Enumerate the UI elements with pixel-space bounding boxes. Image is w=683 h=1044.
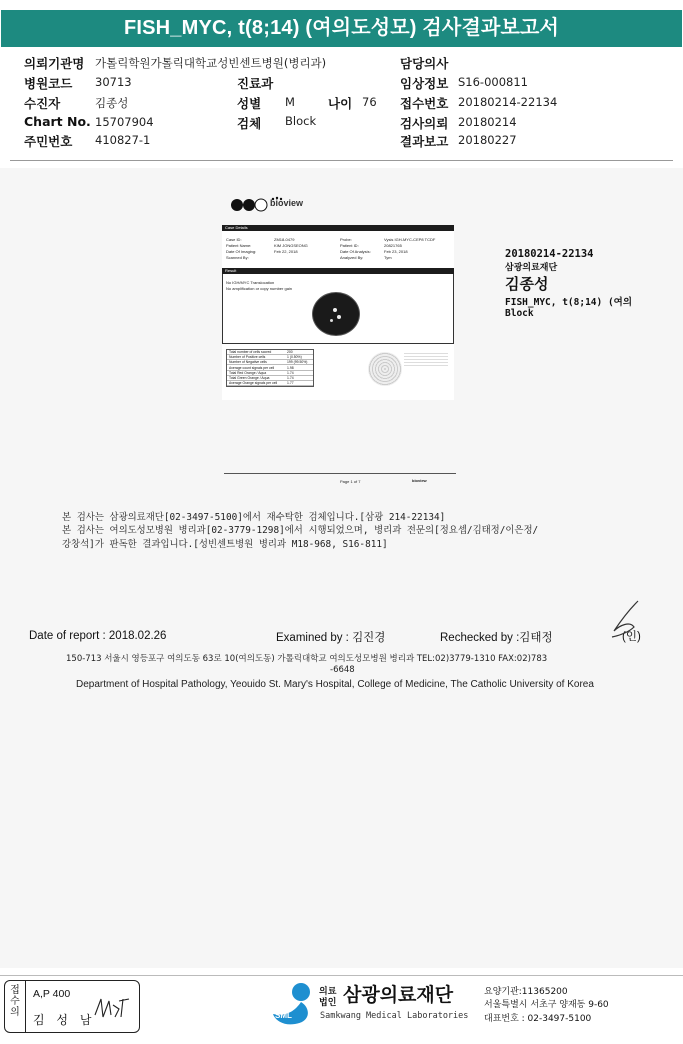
- date-imaging-label: Date Of Imaging:: [226, 249, 257, 254]
- chart-value: 15707904: [95, 115, 154, 129]
- probe-label: Probe:: [340, 237, 352, 242]
- examined-by: Examined by : 김진경: [276, 632, 386, 644]
- patient-name-value: KIM JONGSEONG: [274, 243, 308, 248]
- stamp-name: 김종성: [505, 275, 549, 293]
- hospital-address: 150-713 서울시 영등포구 여의도동 63로 10(여의도동) 가톨릭대학교 여의도성모병원 병리과 TEL:02)3779-1310 FAX:02)783: [66, 654, 548, 664]
- institution-label: 의뢰기관명: [24, 56, 85, 71]
- org-code: 요양기관:11365200: [484, 987, 568, 997]
- stats-value: 1.98: [287, 365, 294, 370]
- hospital-code-value: 30713: [95, 75, 132, 89]
- stats-key: Average count signals per cell: [229, 365, 275, 370]
- inner-footer-line: [224, 473, 456, 474]
- stats-value: 199 (99.50%): [287, 360, 308, 365]
- date-analysis-value: Feb 23, 2018: [384, 249, 408, 254]
- sml-logo-icon: [271, 980, 317, 1032]
- receipt-value: 20180214-22134: [458, 95, 558, 109]
- bioview-logo: [228, 193, 304, 217]
- page-footer: Page 1 of 7: [340, 479, 361, 484]
- report-title: FISH_MYC, t(8;14) (여의도성모) 검사결과보고서: [1, 10, 682, 47]
- doctor-label: 담당의사: [400, 56, 449, 71]
- specimen-stamp: [505, 248, 650, 319]
- confirm-side-label: [5, 981, 26, 1032]
- notice-line-2: 본 검사는 여의도성모병원 병리과[02-3779-1298]에서 시행되었으며, 병리과 전문의[정요셉/김태정/이은정/: [62, 525, 539, 536]
- probe-value: Vysis IGH-MYC-CEP8 TCDF: [384, 237, 436, 242]
- footer-divider: [0, 975, 683, 976]
- org-address: 서울특별시 서초구 양재동 9-60: [484, 1000, 609, 1010]
- receipt-label: 접수번호: [400, 96, 449, 111]
- date-of-report: Date of report : 2018.02.26: [29, 630, 167, 642]
- pathologist-signature-icon: [600, 597, 645, 642]
- notice-line-1: 본 검사는 삼광의료재단[02-3497-5100]에서 재수탁한 검체입니다.[삼광 214-22134]: [62, 512, 446, 523]
- request-value: 20180214: [458, 115, 517, 129]
- patient-label: 수진자: [24, 96, 61, 111]
- patient-name-label: Patient Name:: [226, 243, 252, 248]
- stats-value: 1.77: [287, 381, 294, 386]
- receiver-signature-icon: [93, 995, 133, 1021]
- result-line-1: No IGH/MYC Translocation: [226, 280, 275, 285]
- header-divider: [10, 160, 673, 161]
- rechecked-by: Rechecked by :김태정: [440, 632, 553, 644]
- org-small-2: 법인: [319, 998, 337, 1008]
- dept-label: 진료과: [237, 76, 274, 91]
- sml-logo-badge: SML: [275, 1011, 292, 1020]
- report-date-value: 20180227: [458, 133, 517, 147]
- bioview-logo-text: bioview: [270, 198, 304, 208]
- stats-key: Total Red Orange / Aqua: [229, 370, 267, 375]
- stamp-receipt: 20180214-22134: [505, 248, 594, 260]
- patient-id-value: 20821765: [384, 243, 402, 248]
- resident-label: 주민번호: [24, 134, 73, 149]
- stats-value: 1.74: [287, 370, 294, 375]
- signal-image: [368, 352, 402, 386]
- resident-value: 410827-1: [95, 133, 151, 147]
- result-bar: Result: [222, 268, 454, 274]
- stats-value: 1 (0.50%): [287, 355, 302, 360]
- analyzed-by-label: Analyzed By:: [340, 255, 364, 260]
- sex-label: 성별: [237, 96, 262, 111]
- stats-key: Number of Negative cells: [229, 360, 267, 365]
- stamp-specimen: Block: [505, 308, 534, 319]
- date-analysis-label: Date Of Analysis:: [340, 249, 371, 254]
- analyzed-by-value: Tym: [384, 255, 392, 260]
- chart-label: Chart No.: [24, 114, 91, 129]
- clinical-label: 임상정보: [400, 76, 449, 91]
- specimen-label: 검체: [237, 116, 262, 131]
- stats-table: [226, 349, 314, 387]
- stamp-org: 삼광의료재단: [505, 263, 558, 273]
- result-line-2: No amplification or copy number gain: [226, 286, 293, 291]
- footer-logo: bioview: [412, 478, 427, 483]
- scanned-by-label: Scanned By:: [226, 255, 249, 260]
- clinical-value: S16-000811: [458, 75, 528, 89]
- receipt-confirm-box: [4, 980, 140, 1033]
- confirm-code: A,P 400: [33, 988, 71, 1000]
- age-value: 76: [362, 95, 377, 109]
- notice-line-3: 강창석]가 판독한 결과입니다.[성빈센트병원 병리과 M18-968, S16-811]: [62, 539, 388, 550]
- specimen-value: Block: [285, 114, 317, 128]
- patient-id-label: Patient ID:: [340, 243, 359, 248]
- stamp-test: FISH_MYC, t(8;14) (여의: [505, 297, 633, 308]
- org-name: 삼광의료재단: [343, 984, 454, 1006]
- stats-key: Average Orange signals per cell: [229, 381, 278, 386]
- hospital-code-label: 병원코드: [24, 76, 73, 91]
- sex-value: M: [285, 95, 295, 109]
- seal-mark: (인): [622, 631, 641, 643]
- patient-value: 김종성: [95, 96, 129, 110]
- department-line: Department of Hospital Pathology, Yeouido St. Mary's Hospital, College of Medicine, The Catholic University of Korea: [76, 679, 594, 690]
- fish-report-page: [222, 225, 454, 400]
- date-imaging-value: Feb 22, 2018: [274, 249, 298, 254]
- age-label: 나이: [328, 96, 353, 111]
- hospital-address-cont: -6648: [330, 665, 355, 675]
- confirm-side-text: 접수의: [10, 985, 20, 1018]
- stats-key: Number of Positive cells: [229, 355, 266, 360]
- org-small-1: 의료: [319, 987, 337, 997]
- stats-value: 200: [287, 350, 293, 354]
- stats-value: 1.74: [287, 376, 294, 380]
- request-label: 검사의뢰: [400, 116, 449, 131]
- case-id-label: Case ID:: [226, 237, 242, 242]
- case-id-value: ZM18-0479: [274, 237, 295, 242]
- report-date-label: 결과보고: [400, 134, 449, 149]
- stats-key: Total Green Orange / Aqua: [229, 376, 270, 380]
- institution-value: 가톨릭학원가톨릭대학교성빈센트병원(병리과): [95, 56, 327, 70]
- confirm-name: 김 성 남: [33, 1013, 96, 1027]
- org-name-en: Samkwang Medical Laboratories: [320, 1011, 469, 1021]
- stats-row: [227, 381, 313, 386]
- cell-image: [312, 292, 360, 336]
- stats-key: Total number of cells scored: [229, 350, 272, 354]
- org-phone: 대표번호 : 02-3497-5100: [484, 1014, 592, 1024]
- case-details-bar: Case Details: [222, 225, 454, 231]
- signal-legend: [404, 353, 448, 367]
